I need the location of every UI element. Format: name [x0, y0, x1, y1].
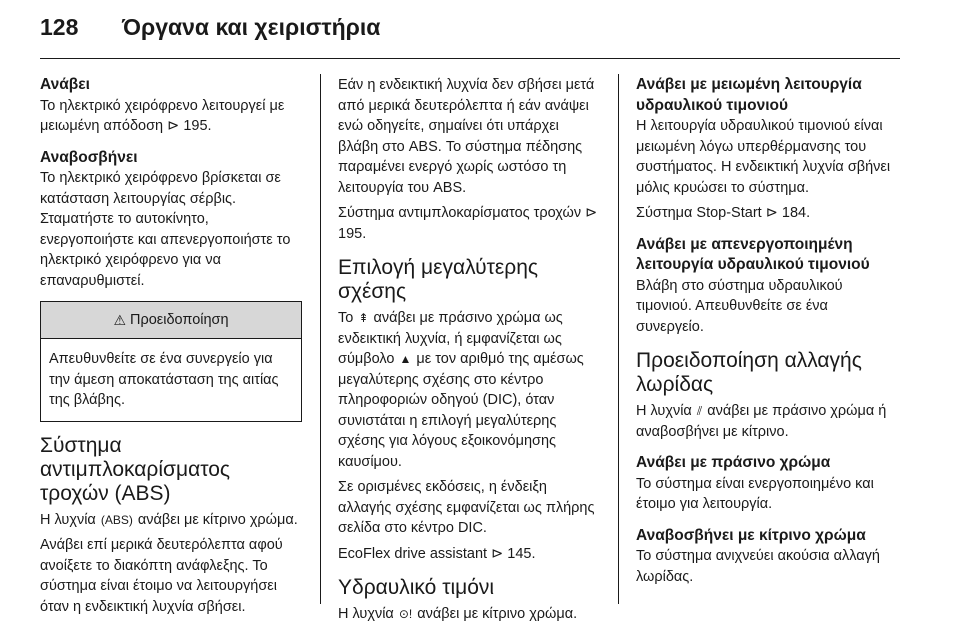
text-gear-1c: με τον αριθμό της αμέσως μεγαλύτερης σχέσης στο κέντρο πληροφοριών οδηγού (DIC), όταν συνιστάται η επιλογή μεγαλύτερης σχέσης για λόγους εξοικονόμησης καυσίμου. [338, 351, 584, 470]
column-divider-1 [320, 74, 321, 604]
abs-icon: (ABS) [100, 512, 133, 527]
text-steer-a: Η λυχνία [338, 606, 394, 622]
column-3 [636, 75, 898, 592]
heading-abs: Σύστημα αντιμπλοκαρίσματος τροχών (ABS) [40, 433, 231, 505]
warning-text: Απευθυνθείτε σε ένα συνεργείο για την άμεση αποκατάσταση της αιτίας της βλάβης. [49, 351, 279, 408]
text-reduced-1: Η λειτουργία υδραυλικού τιμονιού είναι μειωμένη λόγω υπερθέρμανσης του συστήματος. Η ενδεικτική λυχνία σβήνει μόλις κρυώσει το σύστημα. [636, 118, 891, 196]
triangle-up-icon: ▲ [399, 352, 412, 366]
text-reduced-2: Σύστημα Stop-Start ⊳ 184. [636, 205, 811, 221]
text-green: Το σύστημα είναι ενεργοποιημένο και έτοιμο για λειτουργία. [636, 475, 874, 512]
text-abs-2: Ανάβει επί μερικά δευτερόλεπτα αφού ανοίξετε το διακόπτη ανάφλεξης. Το σύστημα είναι έτοιμο να λειτουργήσει όταν η ενδεικτική λυχνία σβήσει. [40, 537, 283, 615]
heading-reduced: Ανάβει με μειωμένη λειτουργία υδραυλικού τιμονιού [636, 76, 862, 114]
heading-yellow: Αναβοσβήνει με κίτρινο χρώμα [636, 526, 866, 544]
text-gear-2: Σε ορισμένες εκδόσεις, η ένδειξη αλλαγής σχέσης εμφανίζεται ως πλήρης σελίδα στο κέντρο DIC. [338, 479, 595, 536]
text-lights-on: Το ηλεκτρικό χειρόφρενο λειτουργεί με μειωμένη απόδοση ⊳ 195. [40, 97, 285, 134]
text-abs-4: Σύστημα αντιμπλοκαρίσματος τροχών ⊳ 195. [338, 205, 598, 242]
text-abs-3: Εάν η ενδεικτική λυχνία δεν σβήσει μετά από μερικά δευτερόλεπτα ή εάν ανάψει ενώ οδηγείτε, σημαίνει ότι υπάρχει βλάβη στο ABS. Το σύστημα πέδησης παραμένει ενεργό χωρίς ωστόσο τη λειτουργία του ABS. [338, 77, 595, 196]
header-rule [40, 58, 900, 59]
heading-flashes: Αναβοσβήνει [40, 148, 138, 166]
text-steer [338, 604, 600, 625]
heading-disabled: Ανάβει με απενεργοποιημένη λειτουργία υδραυλικού τιμονιού [636, 235, 870, 273]
text-abs-1 [40, 510, 302, 531]
text-gear-1 [338, 308, 600, 472]
text-abs-1a: Η λυχνία [40, 511, 96, 528]
page-header [40, 14, 900, 50]
text-lane-a: Η λυχνία [636, 403, 692, 419]
text-gear-1a: Το [338, 310, 354, 326]
steering-icon: ⊙! [398, 607, 413, 621]
text-lane [636, 401, 898, 442]
heading-steer: Υδραυλικό τιμόνι [338, 576, 495, 599]
warning-triangle-icon: ⚠ [113, 311, 126, 328]
page-title: Όργανα και χειριστήρια [122, 14, 381, 40]
gear-shift-icon: ⇞ [358, 311, 369, 325]
text-steer-b: ανάβει με κίτρινο χρώμα. [417, 606, 578, 622]
column-2 [338, 75, 600, 630]
column-1 [40, 75, 302, 622]
text-gear-1b: ανάβει με πράσινο χρώμα ως ενδεικτική λυχνία, ή εμφανίζεται ως σύμβολο [338, 310, 563, 367]
warning-box [40, 301, 302, 422]
text-flashes: Το ηλεκτρικό χειρόφρενο βρίσκεται σε κατάσταση λειτουργίας σέρβις. Σταματήστε το αυτοκίνητο, ενεργοποιήστε και απενεργοποιήστε το ηλεκτρικό χειρόφρενο για να επαναρυθμιστεί. [40, 170, 291, 289]
warning-title: Προειδοποίηση [130, 311, 229, 328]
text-disabled: Βλάβη στο σύστημα υδραυλικού τιμονιού. Απευθυνθείτε σε ένα συνεργείο. [636, 277, 843, 335]
heading-lane: Προειδοποίηση αλλαγής λωρίδας [636, 349, 862, 396]
heading-gear: Επιλογή μεγαλύτερης σχέσης [338, 256, 539, 303]
warning-header [41, 302, 301, 339]
text-yellow: Το σύστημα ανιχνεύει ακούσια αλλαγή λωρίδας. [636, 548, 880, 585]
heading-lights-on: Ανάβει [40, 76, 90, 93]
heading-green: Ανάβει με πράσινο χρώμα [636, 454, 831, 471]
text-abs-1b: ανάβει με κίτρινο χρώμα. [137, 511, 298, 528]
page-number: 128 [40, 14, 79, 40]
text-gear-3: EcoFlex drive assistant ⊳ 145. [338, 545, 536, 562]
text-lane-b: ανάβει με πράσινο χρώμα ή αναβοσβήνει με κίτρινο. [636, 403, 887, 440]
lane-icon: ⫽ [696, 404, 703, 418]
column-divider-2 [618, 74, 619, 604]
